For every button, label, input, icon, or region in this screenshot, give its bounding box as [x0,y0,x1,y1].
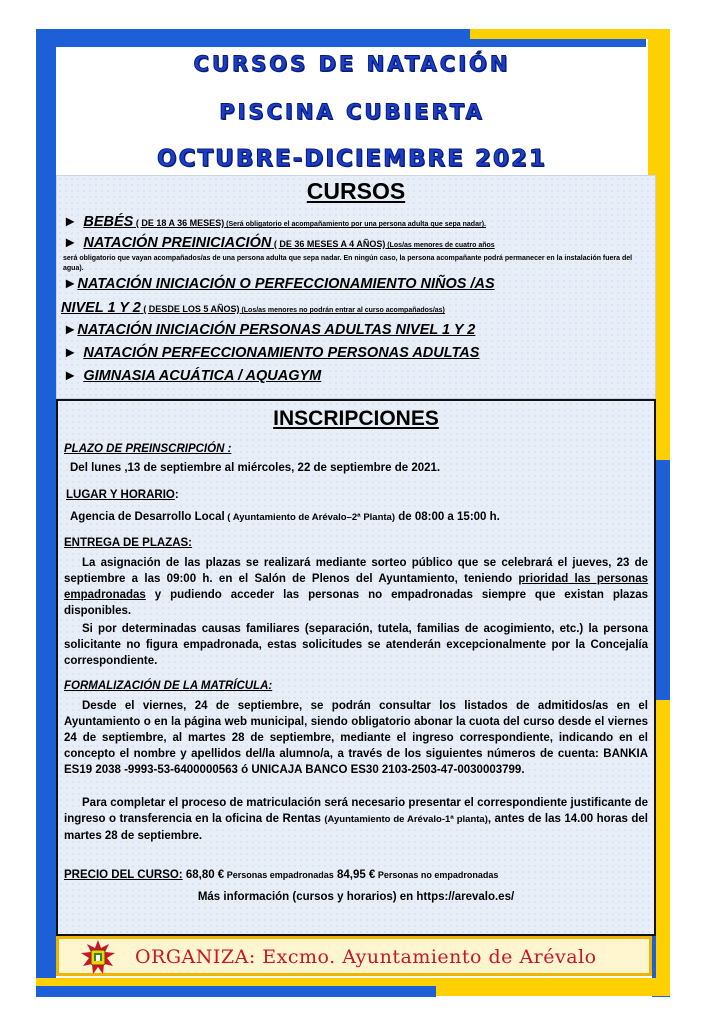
course-label: NATACIÓN INICIACIÓN O PERFECCIONAMIENTO NIÑOS /AS [77,276,495,292]
precio-empadronadas-note: Personas empadronadas [224,870,334,880]
nivel-detail: ( DESDE LOS 5 AÑOS) [140,304,240,314]
mas-informacion: Más información (cursos y horarios) en https://arevalo.es/ [197,891,515,903]
frame-blue-bottom [36,986,436,997]
frame-yellow-top [470,29,668,39]
precio-empadronadas: 68,80 € [182,869,225,881]
formalizacion-paragraph-2 [64,795,648,844]
arrow-icon: ► [63,368,78,384]
course-item-adultas [63,322,475,338]
lugar-colon: : [174,489,179,501]
header-title-line1: CURSOS DE NATACIÓN [193,52,511,76]
entrega-p1-underlined: prioridad las personas empadronadas [64,573,648,601]
course-detail: ( DE 18 A 36 MESES) [133,218,225,228]
course-item-iniciacion-ninos [63,276,495,292]
header-title-line2: PISCINA CUBIERTA [219,100,485,124]
formal-p2-small: (Ayuntamiento de Arévalo-1ª planta) [324,814,488,825]
precio-row [64,869,498,881]
course-note: (Será obligatorio el acompañamiento por una persona adulta que sepa nadar). [224,221,486,228]
course-item-preiniciacion [63,235,495,251]
plazo-text: Del lunes ,13 de septiembre al miércoles, 22 de septiembre de 2021. [70,462,441,474]
lugar-text [70,509,654,526]
course-label: NATACIÓN PREINICIACIÓN [83,235,272,251]
coat-of-arms-icon [81,940,115,974]
frame-blue-left [36,29,56,997]
course-label: NATACIÓN INICIACIÓN PERSONAS ADULTAS NIVEL 1 Y 2 [77,322,476,338]
nivel-label: NIVEL 1 Y 2 [61,300,141,316]
course-label: NATACIÓN PERFECCIONAMIENTO PERSONAS ADULTAS [83,345,480,361]
course-note: (Los/as menores de cuatro años [385,242,495,249]
course-item-bebes [63,214,486,230]
preiniciacion-note: será obligatorio que vayan acompañados/as de una persona adulta que sepa nadar. En ningún caso, la persona acompañante podrá permanecer en la instalación fuera del agua). [63,255,633,272]
arrow-icon: ► [63,276,78,292]
course-item-perfeccionamiento [63,345,479,361]
inscripciones-title: INSCRIPCIONES [273,407,439,430]
arrow-icon: ► [63,235,78,251]
entrega-heading: ENTREGA DE PLAZAS: [64,537,192,549]
formalizacion-paragraph-1: Desde el viernes, 24 de septiembre, se podrán consultar los listados de admitidos/as en el Ayuntamiento o en la página web municipal, siendo obligatorio abonar la cuota del curso desde el viernes 24 de septiembre, al martes 28 de septiembre, mediante el ingreso correspondiente, indicando en el concepto el nombre y apellidos del/la alumno/a, a través de los siguientes números de cuenta: BANKIA ES19 2038 -9993-53-6400000563 ó UNICAJA BANCO ES30 2103-2503-47-0030003799. [64,700,648,776]
formal-p2-start: Para completar el proceso de matriculación será necesario presentar el correspondiente justificante de ingreso o transferencia en la oficina de Rentas [64,797,648,825]
course-item-aquagym [63,368,321,384]
plazo-heading: PLAZO DE PREINSCRIPCIÓN : [64,443,232,455]
formalizacion-heading: FORMALIZACIÓN DE LA MATRÍCULA: [64,680,273,692]
footer-banner [56,936,652,976]
arrow-icon: ► [63,345,78,361]
course-nivel-line [61,300,445,316]
header-title-line3: OCTUBRE-DICIEMBRE 2021 [157,146,547,172]
entrega-p1-end: y pudiendo acceder las personas no empadronadas siempre que existan plazas disponibles. [64,589,648,617]
precio-no-empadronadas-note: Personas no empadronadas [375,870,499,880]
nivel-note: (Los/as menores no podrán entrar al curso acompañados/as) [239,307,445,314]
lugar-office: Agencia de Desarrollo Local [70,511,225,523]
formal-p2-end: , antes de las 14.00 horas del martes 28 de septiembre. [64,813,648,842]
course-label: GIMNASIA ACUÁTICA / AQUAGYM [83,368,322,384]
lugar-heading-row [66,489,179,501]
arrow-icon: ► [63,322,78,338]
course-detail: ( DE 36 MESES A 4 AÑOS) [271,239,386,249]
cursos-title: CURSOS [306,178,406,204]
cursos-section [56,175,656,399]
entrega-paragraph-2: Si por determinadas causas familiares (separación, tutela, familias de acogimiento, etc.) la persona solicitante no figura empadronada, estas solicitudes se atenderán excepcionalmente por la Concejalía correspondiente. [64,623,648,667]
entrega-paragraph-1 [64,555,648,619]
arrow-icon: ► [63,214,78,230]
lugar-heading: LUGAR Y HORARIO [66,489,175,501]
lugar-hours: de 08:00 a 15:00 h. [395,511,500,523]
precio-no-empadronadas: 84,95 € [333,869,376,881]
lugar-building: ( Ayuntamiento de Arévalo–2ª Planta) [224,512,396,523]
footer-organiza-text: ORGANIZA: Excmo. Ayuntamiento de Arévalo [135,946,597,968]
precio-heading: PRECIO DEL CURSO: [64,869,183,881]
inscripciones-section [56,399,656,936]
course-label: BEBÉS [83,214,134,230]
entrega-p1-start: La asignación de las plazas se realizará mediante sorteo público que se celebrará el jueves, 23 de septiembre a las 09:00 h. en el Salón de Plenos del Ayuntamiento, teniendo [64,557,648,585]
frame-yellow-right-lower [656,700,670,990]
